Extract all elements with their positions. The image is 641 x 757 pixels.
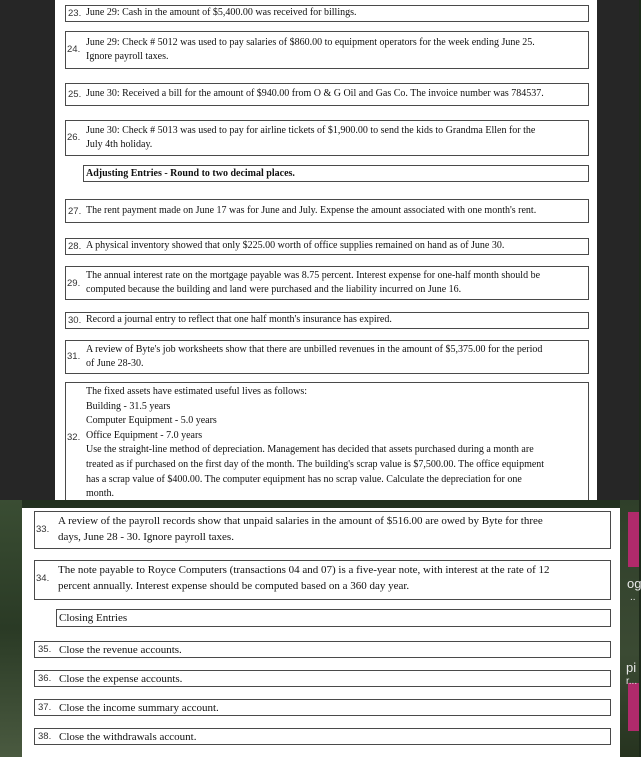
depreciation-line: Computer Equipment - 5.0 years — [86, 415, 217, 427]
side-text-2: .. — [630, 592, 636, 603]
depreciation-line: Building - 31.5 years — [86, 400, 171, 412]
side-text-4: r... — [626, 676, 638, 687]
row-text: June 29: Cash in the amount of $5,400.00 was received for billings. — [86, 7, 357, 18]
side-text-1: og — [627, 576, 641, 591]
side-thumbnail-2 — [628, 683, 639, 731]
row-text: Close the expense accounts. — [59, 673, 183, 685]
row-text-line2: Ignore payroll taxes. — [86, 51, 169, 62]
row-number: 38. — [38, 731, 52, 742]
row-text: June 30: Received a bill for the amount of $940.00 from O & G Oil and Gas Co. The invoice number was 784537. — [86, 88, 544, 99]
row-number: 24. — [67, 44, 81, 55]
row-text: Close the withdrawals account. — [59, 731, 197, 743]
side-thumbnail-1 — [628, 512, 639, 567]
row-number: 23. — [68, 8, 82, 19]
worksheet-lower — [22, 508, 620, 757]
closing-entries-header — [56, 609, 611, 627]
row-text-line2: days, June 28 - 30. Ignore payroll taxes. — [58, 531, 234, 543]
worksheet-upper — [55, 0, 597, 500]
row-number: 32. — [67, 432, 81, 443]
row-number: 26. — [67, 132, 81, 143]
row-number: 37. — [38, 702, 52, 713]
row-text-line1: June 29: Check # 5012 was used to pay salaries of $860.00 to equipment operators for the week ending June 25. — [86, 37, 535, 48]
closing-entries-title: Closing Entries — [59, 612, 128, 624]
row-text-line2: July 4th holiday. — [86, 139, 153, 150]
row-text: Close the income summary account. — [59, 702, 219, 714]
row-number: 29. — [67, 278, 81, 289]
row-text-line1: A review of the payroll records show that unpaid salaries in the amount of $516.00 are owed by Byte for three — [58, 515, 543, 527]
row-number: 25. — [68, 89, 82, 100]
row-number: 31. — [67, 351, 81, 362]
row-text-line1: A review of Byte's job worksheets show that there are unbilled revenues in the amount of $5,375.00 for the period — [86, 344, 543, 355]
row-text: The rent payment made on June 17 was for June and July. Expense the amount associated with one month's rent. — [86, 205, 537, 216]
depreciation-line: treated as if purchased on the first day of the month. The building's scrap value is $7,500.00. The office equipment — [86, 458, 545, 470]
row-text-line2: percent annually. Interest expense should be computed based on a 360 day year. — [58, 580, 410, 592]
depreciation-details — [86, 385, 544, 502]
depreciation-line: Office Equipment - 7.0 years — [86, 429, 203, 441]
row-text: Record a journal entry to reflect that one half month's insurance has expired. — [86, 314, 392, 325]
row-text-line1: The annual interest rate on the mortgage payable was 8.75 percent. Interest expense for one-half month should be — [86, 270, 541, 281]
row-text-line2: computed because the building and land were purchased and the liability incurred on June 16. — [86, 284, 462, 295]
row-text: Close the revenue accounts. — [59, 644, 182, 656]
depreciation-line: Use the straight-line method of depreciation. Management has decided that assets purchased during a month are — [86, 444, 534, 456]
row-number: 36. — [38, 673, 52, 684]
row-number: 35. — [38, 644, 52, 655]
row-number: 28. — [68, 241, 82, 252]
row-number: 30. — [68, 315, 82, 326]
row-number: 34. — [36, 573, 50, 584]
adjusting-entries-title: Adjusting Entries - Round to two decimal places. — [86, 168, 295, 179]
depreciation-line: The fixed assets have estimated useful lives as follows: — [86, 386, 308, 397]
row-text-line1: June 30: Check # 5013 was used to pay for airline tickets of $1,900.00 to send the kids to Grandma Ellen for the — [86, 125, 536, 136]
depreciation-line: month. — [86, 488, 115, 500]
row-text-line1: The note payable to Royce Computers (transactions 04 and 07) is a five-year note, with interest at the rate of 12 — [58, 564, 550, 576]
depreciation-line: has a scrap value of $400.00. The computer equipment has no scrap value. Calculate the depreciation for one — [86, 473, 522, 485]
row-text-line2: of June 28-30. — [86, 358, 144, 369]
row-number: 27. — [68, 206, 82, 217]
side-text-3: pi — [626, 660, 637, 675]
row-text: A physical inventory showed that only $225.00 worth of office supplies remained on hand as of June 30. — [86, 240, 505, 251]
desktop-background-left — [0, 500, 22, 757]
row-number: 33. — [36, 524, 50, 535]
